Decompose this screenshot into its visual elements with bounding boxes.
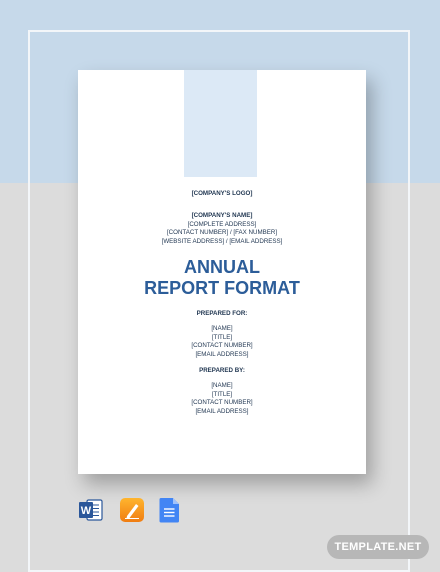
prepared-by-contact: [CONTACT NUMBER] [191,399,253,407]
prepared-for-contact: [CONTACT NUMBER] [191,342,253,350]
document-page [78,70,366,474]
word-icon[interactable] [78,497,102,523]
prepared-for-heading: PREPARED FOR: [196,310,248,317]
company-web: [WEBSITE ADDRESS] / [EMAIL ADDRESS] [161,237,283,245]
company-logo-placeholder: [COMPANY'S LOGO] [191,190,253,197]
prepared-by-name: [NAME] [211,382,233,389]
prepared-for-name: [NAME] [211,325,233,332]
company-address: [COMPLETE ADDRESS] [187,220,257,228]
page-header-tab [184,70,257,177]
prepared-for-email: [EMAIL ADDRESS] [195,350,249,358]
template-net-badge[interactable]: TEMPLATE.NET [327,535,429,559]
google-docs-icon[interactable] [158,497,182,523]
prepared-for-title: [TITLE] [211,333,233,341]
word-icon-letter: W [80,505,92,517]
company-contact: [CONTACT NUMBER] / [FAX NUMBER] [166,229,278,237]
report-title-line-1: ANNUAL [184,257,260,277]
report-title-line-2: REPORT FORMAT [144,278,300,298]
prepared-by-title: [TITLE] [211,390,233,398]
prepared-by-heading: PREPARED BY: [199,367,245,374]
company-name: [COMPANY'S NAME] [191,212,253,219]
pages-icon[interactable] [119,497,143,523]
prepared-by-email: [EMAIL ADDRESS] [195,407,249,415]
